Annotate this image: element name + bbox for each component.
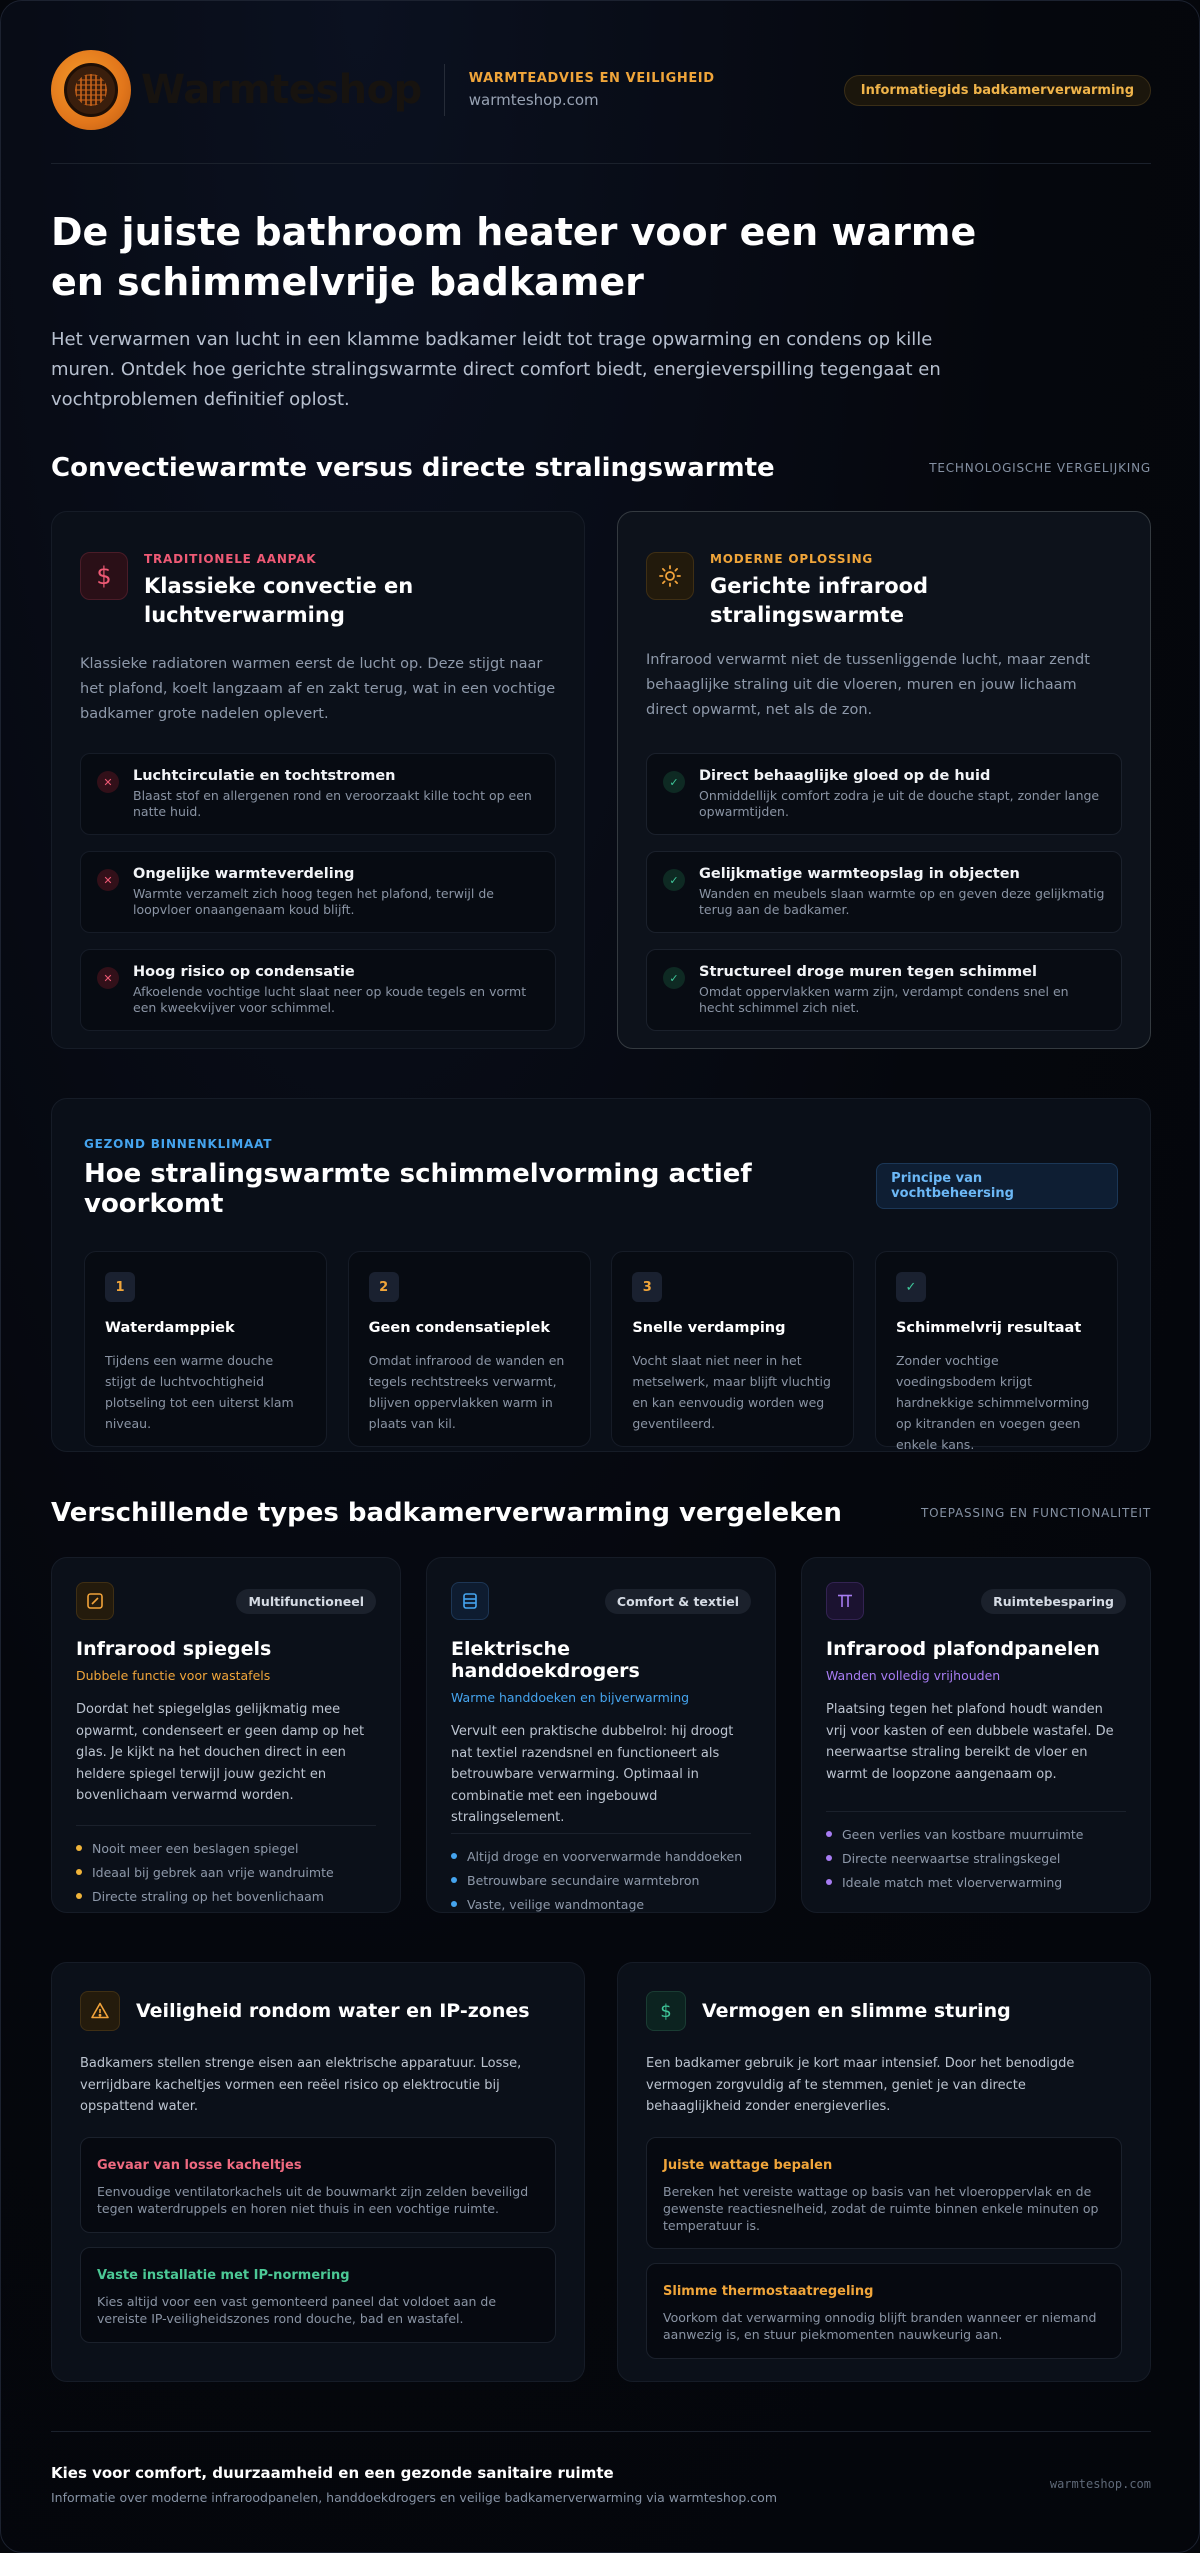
footer xyxy=(51,2463,1151,2505)
modern-item xyxy=(646,949,1122,1031)
step-text: Omdat infrarood de wanden en tegels rechtstreeks verwarmt, blijven oppervlakken warm in plaats van kil. xyxy=(368,1353,565,1431)
towel-rail-icon xyxy=(451,1582,489,1620)
classic-item xyxy=(80,851,556,933)
mold-prevention-section xyxy=(51,1098,1151,1452)
modern-title: Gerichte infrarood stralingswarmte xyxy=(710,574,929,627)
note-text: Voorkom dat verwarming onnodig blijft branden wanneer er niemand aanwezig is, en stuur piekmomenten nauwkeurig aan. xyxy=(663,2310,1097,2342)
step-card xyxy=(84,1251,327,1447)
list-item: Vaste, veilige wandmontage xyxy=(451,1892,751,1916)
safety-note xyxy=(80,2137,556,2233)
comparison-heading xyxy=(51,453,1151,483)
type-bullets xyxy=(451,1844,751,1916)
header-divider-line xyxy=(51,163,1151,164)
tagline-domain: warmteshop.com xyxy=(468,91,599,109)
item-text: Afkoelende vochtige lucht slaat neer op koude tegels en vormt een kweekvijver voor schimmel. xyxy=(133,984,527,1015)
step-number: 2 xyxy=(369,1272,399,1302)
header-divider xyxy=(444,64,445,116)
list-item: Ideale match met vloerverwarming xyxy=(826,1870,1126,1894)
tagline-top: WARMTEADVIES EN VEILIGHEID xyxy=(468,71,715,86)
modern-item xyxy=(646,851,1122,933)
type-bullets xyxy=(76,1836,376,1908)
check-icon: ✓ xyxy=(663,869,685,891)
brand-name[interactable]: Warmteshop xyxy=(141,67,422,113)
classic-card xyxy=(51,511,585,1049)
type-subtitle: Wanden volledig vrijhouden xyxy=(826,1668,1001,1683)
modern-kicker: MODERNE OPLOSSING xyxy=(710,552,874,566)
step-text: Vocht slaat niet neer in het metselwerk, maar blijft vluchtig en kan eenvoudig worden weg geventileerd. xyxy=(632,1353,831,1431)
note-title: Slimme thermostaatregeling xyxy=(663,2284,874,2299)
safety-card xyxy=(51,1962,585,2382)
safety-note xyxy=(80,2247,556,2343)
type-subtitle: Dubbele functie voor wastafels xyxy=(76,1668,271,1683)
type-body: Plaatsing tegen het plafond houdt wanden vrij voor kasten of een dubbele wastafel. De neerwaartse straling bereikt de vloer en warmt de loopzone aangenaam op. xyxy=(826,1702,1114,1782)
list-item: Nooit meer een beslagen spiegel xyxy=(76,1836,376,1860)
comparison-title: Convectiewarmte versus directe stralingswarmte xyxy=(51,453,775,483)
dollar-icon: $ xyxy=(80,552,128,600)
type-tag: Ruimtebesparing xyxy=(981,1589,1126,1614)
footer-domain-link[interactable]: warmteshop.com xyxy=(1049,2477,1151,2491)
hero xyxy=(51,207,1151,415)
type-title: Infrarood spiegels xyxy=(76,1638,272,1660)
check-icon: ✓ xyxy=(896,1272,926,1302)
types-title: Verschillende types badkamerverwarming vergeleken xyxy=(51,1498,842,1528)
safety-text: Badkamers stellen strenge eisen aan elektrische apparatuur. Losse, verrijdbare kacheltjes vormen een reëel risico op elektrocutie bij opspattend water. xyxy=(80,2056,522,2114)
item-title: Direct behaaglijke gloed op de huid xyxy=(699,768,991,784)
type-title: Infrarood plafondpanelen xyxy=(826,1638,1100,1660)
type-tag: Multifunctioneel xyxy=(236,1589,376,1614)
classic-title: Klassieke convectie en luchtverwarming xyxy=(144,574,414,627)
header xyxy=(51,49,1151,131)
step-number: 1 xyxy=(105,1272,135,1302)
type-body: Doordat het spiegelglas gelijkmatig mee opwarmt, condenseert er geen damp op het glas. Je kijkt na het douchen direct in een heldere spiegel terwijl jouw gezicht en bovenlichaam verwarmd worden. xyxy=(76,1702,365,1803)
item-text: Warmte verzamelt zich hoog tegen het plafond, terwijl de loopvloer onaangenaam koud blijft. xyxy=(133,886,494,917)
item-title: Hoog risico op condensatie xyxy=(133,964,355,980)
step-title: Waterdamppiek xyxy=(105,1320,235,1336)
footer-subtitle: Informatie over moderne infraroodpanelen, handdoekdrogers en veilige badkamerverwarming via warmteshop.com xyxy=(51,2490,778,2505)
item-text: Blaast stof en allergenen rond en veroorzaakt kille tocht op een natte huid. xyxy=(133,788,532,819)
item-title: Structureel droge muren tegen schimmel xyxy=(699,964,1037,980)
type-card-ceiling-panel xyxy=(801,1557,1151,1913)
step-card xyxy=(348,1251,591,1447)
modern-item xyxy=(646,753,1122,835)
list-item: Geen verlies van kostbare muurruimte xyxy=(826,1822,1126,1846)
power-title: Vermogen en slimme sturing xyxy=(702,2000,1011,2022)
power-text: Een badkamer gebruik je kort maar intensief. Door het benodigde vermogen zorgvuldig af te stemmen, geniet je van directe behaaglijkheid zonder energieverlies. xyxy=(646,2056,1075,2114)
power-note xyxy=(646,2137,1122,2249)
ceiling-panel-icon xyxy=(826,1582,864,1620)
type-title: Elektrische handdoekdrogers xyxy=(451,1638,640,1682)
note-text: Kies altijd voor een vast gemonteerd paneel dat voldoet aan de vereiste IP-veiligheidszones rond douche, bad en wastafel. xyxy=(97,2294,497,2326)
step-text: Zonder vochtige voedingsbodem krijgt hardnekkige schimmelvorming op kitranden en voegen geen enkele kans. xyxy=(895,1353,1090,1452)
list-item: Betrouwbare secundaire warmtebron xyxy=(451,1868,751,1892)
header-tagline xyxy=(469,71,715,109)
type-body: Vervult een praktische dubbelrol: hij droogt nat textiel razendsnel en functioneert als betrouwbare verwarming. Optimaal in combinatie met een ingebouwd stralingselement. xyxy=(451,1724,734,1825)
note-title: Juiste wattage bepalen xyxy=(663,2158,833,2173)
step-card xyxy=(611,1251,854,1447)
note-title: Gevaar van losse kacheltjes xyxy=(97,2158,302,2173)
item-text: Omdat oppervlakken warm zijn, verdampt condens snel en hecht schimmel zich niet. xyxy=(699,984,1069,1015)
types-meta: TOEPASSING EN FUNCTIONALITEIT xyxy=(920,1506,1151,1520)
modern-description: Infrarood verwarmt niet de tussenliggende lucht, maar zendt behaaglijke straling uit die vloeren, muren en jouw lichaam direct opwarmt, net als de zon. xyxy=(646,652,1090,718)
classic-item xyxy=(80,753,556,835)
logo-heater-icon[interactable] xyxy=(51,50,131,130)
classic-kicker: TRADITIONELE AANPAK xyxy=(144,552,317,566)
list-item: Altijd droge en voorverwarmde handdoeken xyxy=(451,1844,751,1868)
cross-icon: ✕ xyxy=(97,869,119,891)
types-cards xyxy=(51,1557,1151,1913)
check-icon: ✓ xyxy=(663,967,685,989)
check-icon: ✓ xyxy=(663,771,685,793)
item-title: Luchtcirculatie en tochtstromen xyxy=(133,768,396,784)
classic-item xyxy=(80,949,556,1031)
type-subtitle: Warme handdoeken en bijverwarming xyxy=(451,1690,690,1705)
cross-icon: ✕ xyxy=(97,967,119,989)
step-title: Snelle verdamping xyxy=(632,1320,786,1336)
comparison-meta: TECHNOLOGISCHE VERGELIJKING xyxy=(929,461,1151,475)
sun-icon xyxy=(646,552,694,600)
step-title: Geen condensatieplek xyxy=(368,1320,550,1336)
type-card-towel-dryer xyxy=(426,1557,776,1913)
list-item: Ideaal bij gebrek aan vrije wandruimte xyxy=(76,1860,376,1884)
mold-title: Hoe stralingswarmte schimmelvorming actief voorkomt xyxy=(84,1159,752,1219)
step-text: Tijdens een warme douche stijgt de luchtvochtigheid plotseling tot een uiterst klam niveau. xyxy=(105,1353,294,1431)
power-card xyxy=(617,1962,1151,2382)
type-bullets xyxy=(826,1822,1126,1894)
hero-intro: Het verwarmen van lucht in een klamme badkamer leidt tot trage opwarming en condens op kille muren. Ontdek hoe gerichte stralingswarmte direct comfort biedt, energieverspilling tegengaat en vochtproblemen definitief oplost. xyxy=(51,329,941,410)
step-title: Schimmelvrij resultaat xyxy=(895,1320,1082,1336)
warning-icon xyxy=(80,1991,120,2031)
note-title: Vaste installatie met IP-normering xyxy=(97,2268,350,2283)
types-heading xyxy=(51,1498,1151,1528)
mold-kicker: GEZOND BINNENKLIMAAT xyxy=(84,1137,273,1151)
page-title: De juiste bathroom heater voor een warme en schimmelvrije badkamer xyxy=(51,210,977,304)
footer-title: Kies voor comfort, duurzaamheid en een gezonde sanitaire ruimte xyxy=(51,2464,614,2482)
step-number: 3 xyxy=(632,1272,662,1302)
step-card xyxy=(875,1251,1118,1452)
item-text: Onmiddellijk comfort zodra je uit de douche stapt, zonder lange opwarmtijden. xyxy=(699,788,1100,819)
type-card-mirror xyxy=(51,1557,401,1913)
list-item: Directe straling op het bovenlichaam xyxy=(76,1884,376,1908)
item-text: Wanden en meubels slaan warmte op en geven deze gelijkmatig terug aan de badkamer. xyxy=(699,886,1105,917)
bottom-cards xyxy=(51,1962,1151,2382)
classic-description: Klassieke radiatoren warmen eerst de lucht op. Deze stijgt naar het plafond, koelt langzaam af en zakt terug, wat in een vochtige badkamer grote nadelen oplevert. xyxy=(80,656,556,722)
dollar-icon: $ xyxy=(646,1991,686,2031)
note-text: Eenvoudige ventilatorkachels uit de bouwmarkt zijn zelden beveiligd tegen waterdruppels en horen niet thuis in een vochtige ruimte. xyxy=(97,2184,529,2216)
mirror-icon xyxy=(76,1582,114,1620)
cross-icon: ✕ xyxy=(97,771,119,793)
footer-divider-line xyxy=(51,2431,1151,2432)
modern-card xyxy=(617,511,1151,1049)
moisture-principle-badge: Principe van vochtbeheersing xyxy=(876,1163,1118,1209)
note-text: Bereken het vereiste wattage op basis van het vloeroppervlak en de gewenste reactiesnelheid, zodat de ruimte binnen enkele minuten op temperatuur is. xyxy=(663,2184,1099,2233)
guide-badge: Informatiegids badkamerverwarming xyxy=(844,75,1151,106)
item-title: Ongelijke warmteverdeling xyxy=(133,866,355,882)
type-tag: Comfort & textiel xyxy=(605,1589,751,1614)
power-note xyxy=(646,2263,1122,2359)
list-item: Directe neerwaartse stralingskegel xyxy=(826,1846,1126,1870)
item-title: Gelijkmatige warmteopslag in objecten xyxy=(699,866,1020,882)
comparison-cards xyxy=(51,511,1151,1049)
safety-title: Veiligheid rondom water en IP-zones xyxy=(136,2000,530,2022)
